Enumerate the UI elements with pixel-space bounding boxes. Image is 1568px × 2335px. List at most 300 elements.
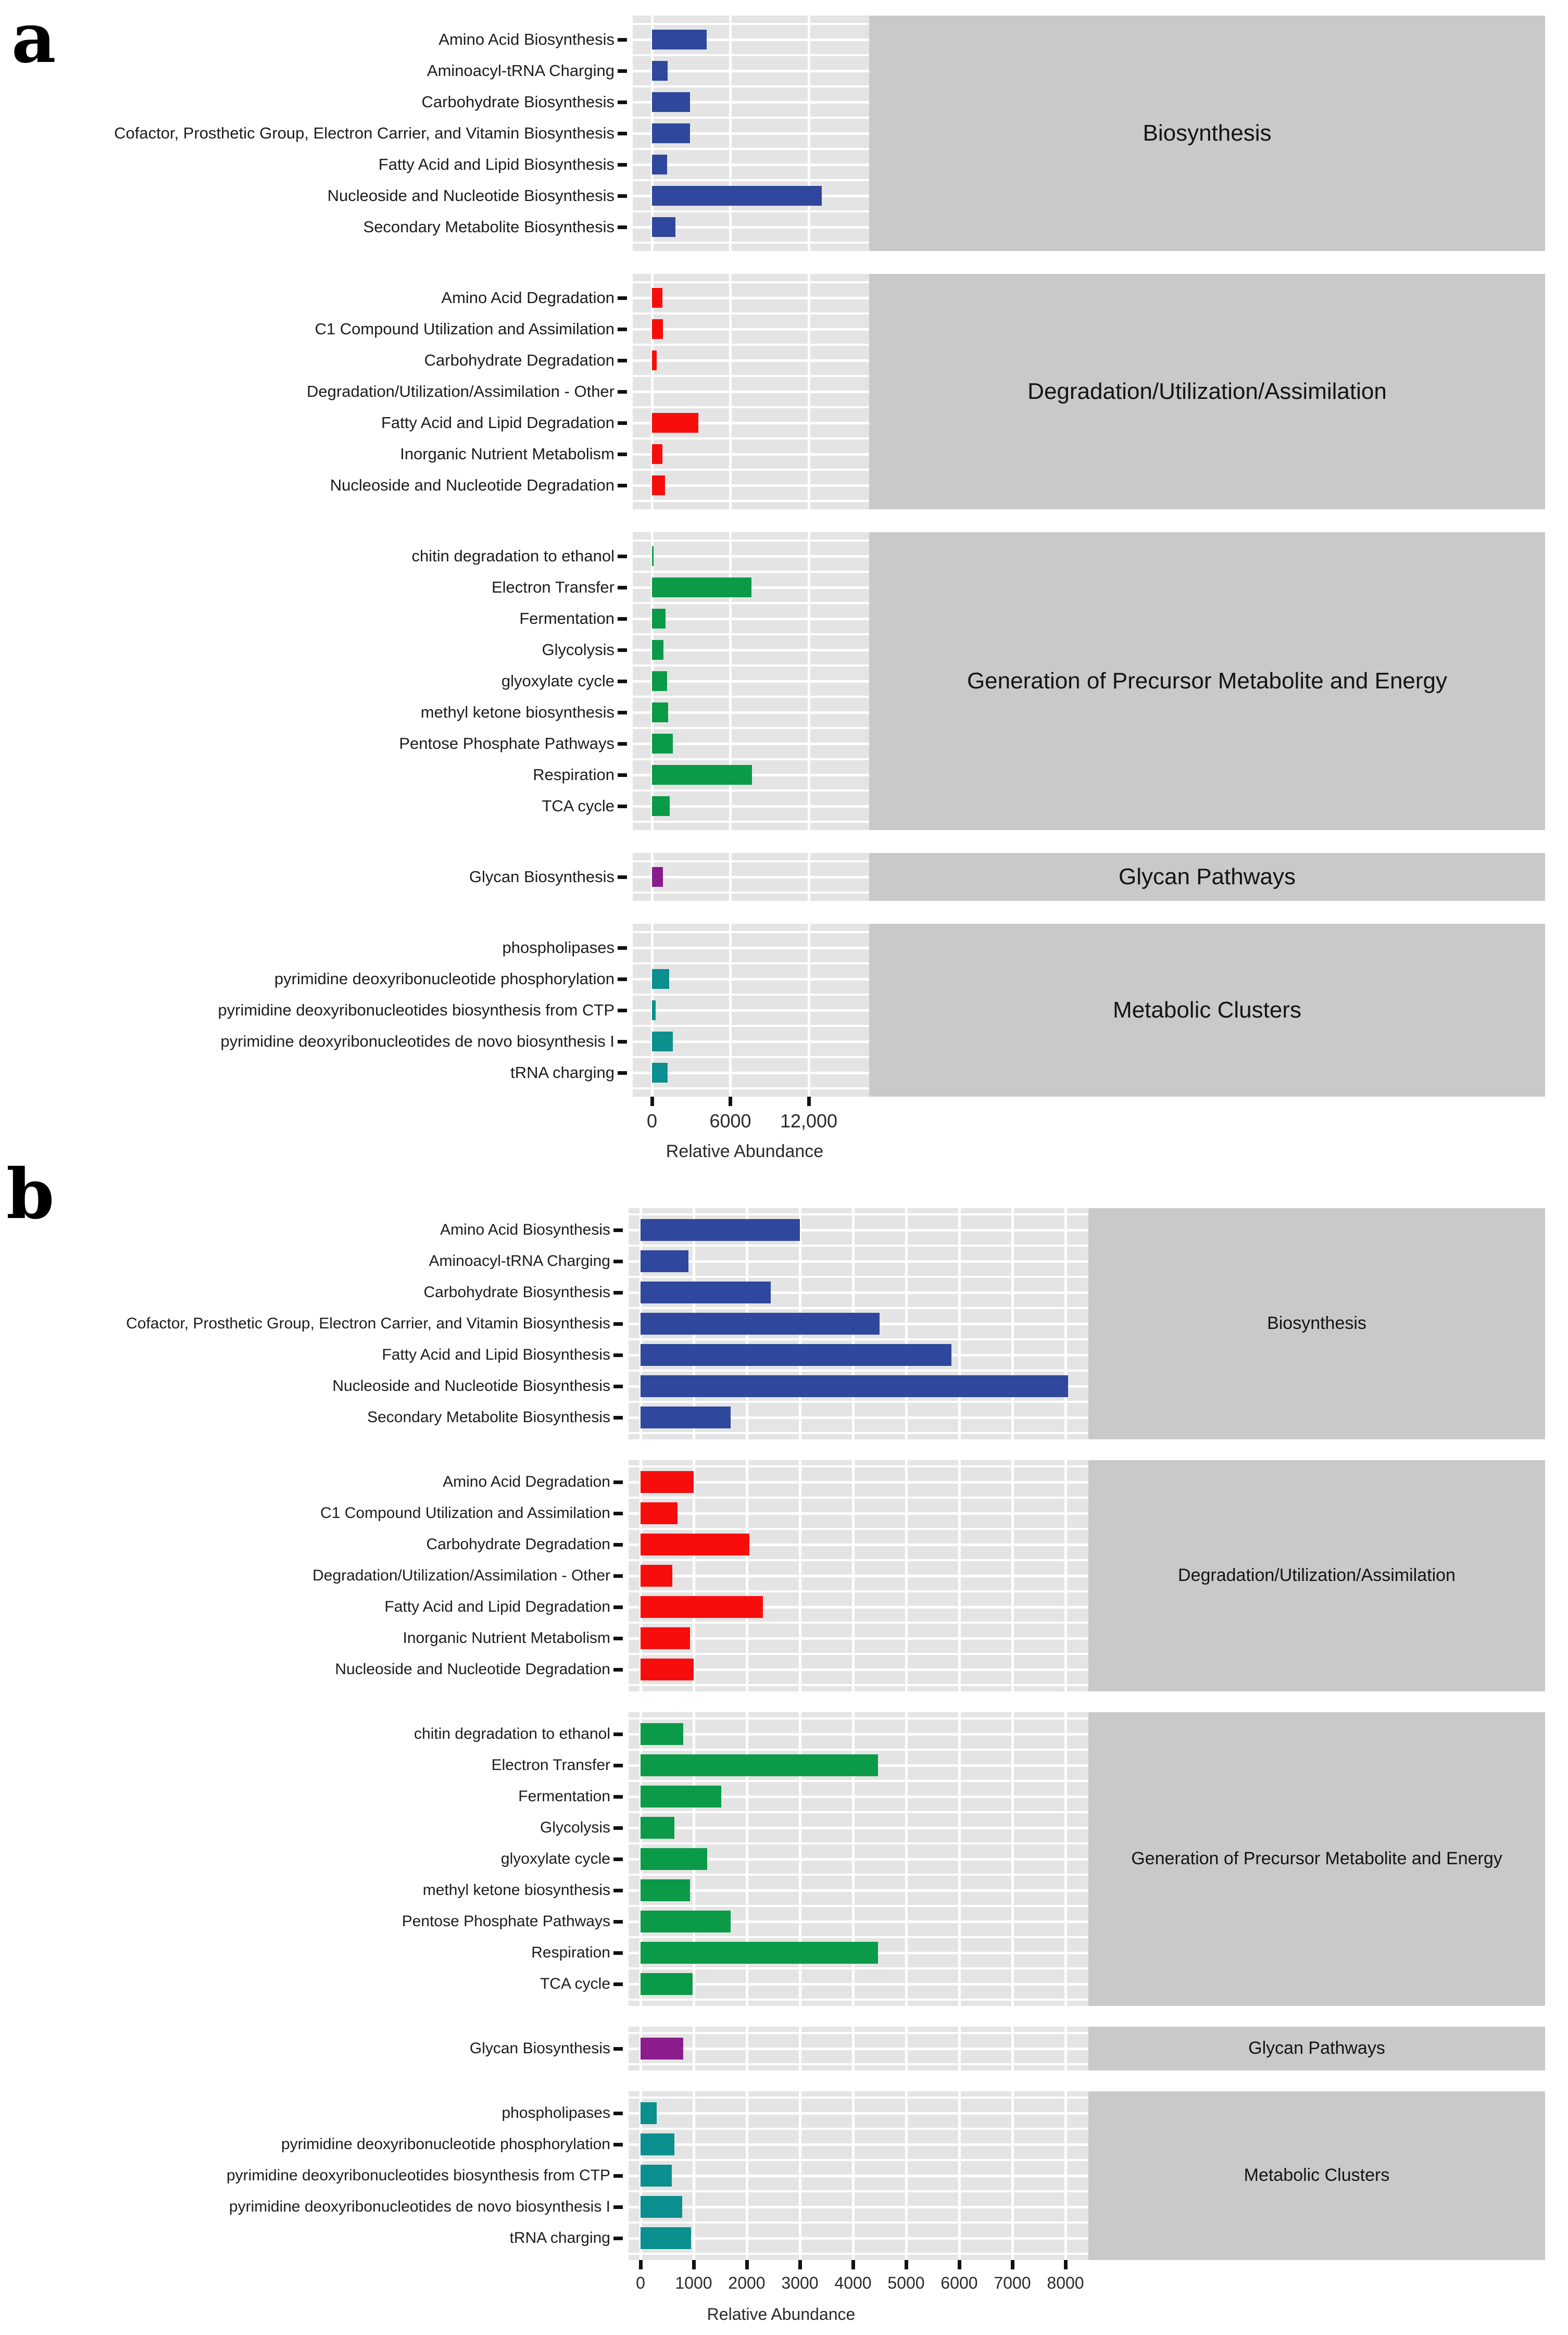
axis-tick-mark [1064, 2260, 1068, 2269]
gridline-horizontal-minor [633, 344, 869, 346]
category-tick-mark [618, 421, 627, 425]
axis-tick-label: 0 [636, 2274, 645, 2292]
gridline-horizontal-minor [629, 1465, 1088, 1467]
gridline-horizontal-minor [629, 2221, 1088, 2224]
category-label: pyrimidine deoxyribonucleotide phosphorylation [281, 2136, 610, 2153]
category-label: Respiration [533, 765, 614, 784]
gridline-horizontal-major [629, 1637, 1088, 1640]
panel-a-letter: a [11, 0, 56, 79]
category-tick-mark [613, 2174, 623, 2178]
category-label: Pentose Phosphate Pathways [402, 1913, 610, 1930]
bar [652, 546, 654, 566]
category-label: Electron Transfer [491, 578, 614, 596]
facet-strip [1088, 1460, 1545, 1691]
gridline-horizontal-minor [633, 664, 869, 667]
bar [641, 1848, 707, 1870]
bar [641, 1250, 688, 1272]
bar [652, 123, 690, 143]
category-label: Fermentation [518, 1788, 610, 1805]
facet-strip [869, 532, 1545, 830]
category-tick-mark [613, 1795, 623, 1799]
bar [652, 609, 666, 629]
gridline-horizontal-major [629, 1668, 1088, 1671]
category-tick-mark [618, 680, 627, 683]
category-label: Inorganic Nutrient Metabolism [400, 444, 614, 463]
category-tick-mark [613, 1889, 623, 1892]
axis-tick-mark [851, 2260, 855, 2269]
gridline-horizontal-minor [629, 1401, 1088, 1403]
bar [652, 413, 698, 433]
gridline-horizontal-minor [629, 2128, 1088, 2130]
category-label: Carbohydrate Biosynthesis [421, 92, 614, 111]
category-tick-mark [613, 1322, 623, 1326]
gridline-horizontal-minor [629, 1811, 1088, 1813]
bar [652, 1000, 656, 1020]
axis-tick-mark [1011, 2260, 1014, 2269]
category-tick-mark [618, 453, 627, 456]
gridline-horizontal-major [629, 2112, 1088, 2115]
category-tick-mark [613, 2143, 623, 2146]
bar [641, 1911, 731, 1932]
category-label: Glycolysis [540, 1819, 610, 1837]
axis-tick-label: 3000 [781, 2274, 819, 2292]
category-label: tRNA charging [510, 1063, 614, 1082]
category-tick-mark [618, 194, 627, 198]
gridline-horizontal-minor [629, 1213, 1088, 1215]
category-tick-mark [618, 225, 627, 229]
facet-strip [1088, 1712, 1545, 2006]
gridline-horizontal-major [633, 484, 869, 487]
axis-tick-label: 1000 [675, 2274, 712, 2292]
gridline-horizontal-minor [629, 2159, 1088, 2161]
category-label: Nucleoside and Nucleotide Degradation [335, 1661, 610, 1678]
category-tick-mark [613, 1857, 623, 1861]
bar [652, 61, 668, 81]
bar [641, 1407, 731, 1428]
category-label: pyrimidine deoxyribonucleotide phosphorylation [274, 969, 614, 988]
facet-strip-label: Glycan Pathways [1119, 863, 1296, 889]
axis-tick-mark [639, 2260, 643, 2269]
bar [641, 1942, 878, 1964]
gridline-horizontal-major [629, 1733, 1088, 1736]
category-tick-mark [618, 1071, 627, 1075]
category-tick-mark [613, 1228, 623, 1232]
category-label: Aminoacyl-tRNA Charging [427, 61, 614, 80]
category-label: pyrimidine deoxyribonucleotides biosynthesis from CTP [227, 2167, 610, 2185]
bar [641, 2165, 672, 2187]
bar [652, 734, 673, 754]
gridline-horizontal-minor [633, 281, 869, 283]
category-label: Aminoacyl-tRNA Charging [429, 1252, 610, 1270]
gridline-horizontal-major [629, 2175, 1088, 2177]
gridline-horizontal-major [629, 1827, 1088, 1829]
category-tick-mark [618, 1040, 627, 1044]
category-tick-mark [613, 1574, 623, 1578]
gridline-horizontal-minor [633, 242, 869, 244]
category-tick-mark [613, 1385, 623, 1388]
gridline-horizontal-minor [633, 1056, 869, 1058]
category-tick-mark [618, 711, 627, 714]
category-tick-mark [613, 1291, 623, 1295]
category-label: Inorganic Nutrient Metabolism [403, 1629, 610, 1647]
axis-tick-label: 6000 [940, 2274, 978, 2292]
gridline-horizontal-minor [629, 2063, 1088, 2065]
gridline-horizontal-minor [633, 539, 869, 542]
bar [652, 969, 669, 989]
category-tick-mark [618, 586, 627, 589]
category-label: Respiration [531, 1944, 610, 1962]
category-tick-mark [618, 296, 627, 300]
gridline-horizontal-minor [629, 1653, 1088, 1655]
gridline-horizontal-minor [633, 375, 869, 377]
bar [652, 475, 665, 495]
category-label: C1 Compound Utilization and Assimilation [320, 1504, 610, 1522]
panel-b-letter: b [6, 1154, 55, 1235]
bar [641, 1973, 693, 1995]
axis-tick-mark [958, 2260, 961, 2269]
bar [652, 288, 662, 308]
gridline-horizontal-minor [633, 821, 869, 823]
gridline-horizontal-minor [633, 117, 869, 119]
category-label: Secondary Metabolite Biosynthesis [367, 1409, 610, 1426]
bar [652, 640, 663, 660]
bar [641, 2227, 691, 2249]
bar [641, 2133, 674, 2155]
gridline-horizontal-major [633, 1009, 869, 1012]
bar [641, 1786, 721, 1807]
gridline-horizontal-major [633, 680, 869, 683]
gridline-horizontal-minor [633, 758, 869, 760]
category-label: Glycan Biosynthesis [469, 2040, 610, 2057]
gridline-horizontal-major [629, 2237, 1088, 2240]
category-label: pyrimidine deoxyribonucleotides de novo biosynthesis I [229, 2198, 610, 2216]
gridline-horizontal-minor [633, 210, 869, 212]
category-label: chitin degradation to ethanol [414, 1725, 610, 1743]
gridline-horizontal-minor [633, 406, 869, 408]
gridline-horizontal-minor [629, 1842, 1088, 1844]
bar [641, 1313, 880, 1335]
gridline-horizontal-major [629, 1889, 1088, 1892]
bar [652, 30, 707, 49]
category-label: phospholipases [501, 2104, 610, 2122]
category-label: Carbohydrate Degradation [426, 1536, 610, 1553]
gridline-horizontal-minor [629, 1999, 1088, 2001]
bar [652, 186, 822, 206]
gridline-horizontal-major [629, 1481, 1088, 1484]
category-tick-mark [618, 875, 627, 879]
category-tick-mark [613, 1764, 623, 1767]
category-label: Amino Acid Degradation [441, 288, 614, 307]
bar [652, 319, 663, 339]
gridline-horizontal-minor [629, 1528, 1088, 1530]
category-label: Degradation/Utilization/Assimilation - Other [307, 382, 614, 400]
gridline-horizontal-minor [633, 437, 869, 440]
gridline-horizontal-minor [629, 2097, 1088, 2099]
gridline-horizontal-minor [633, 23, 869, 25]
category-tick-mark [613, 1416, 623, 1420]
category-label: Degradation/Utilization/Assimilation - Other [312, 1567, 610, 1585]
facet-strip [869, 853, 1545, 901]
axis-tick-mark [905, 2260, 908, 2269]
gridline-horizontal-minor [629, 1559, 1088, 1561]
category-tick-mark [618, 946, 627, 950]
gridline-horizontal-minor [633, 54, 869, 56]
gridline-horizontal-minor [633, 571, 869, 573]
facet-strip-label: Metabolic Clusters [1113, 997, 1301, 1023]
facet-strip [1088, 2091, 1545, 2260]
category-label: glyoxylate cycle [500, 1850, 610, 1868]
category-label: Amino Acid Biosynthesis [438, 30, 614, 48]
category-tick-mark [613, 2205, 623, 2209]
gridline-horizontal-minor [633, 500, 869, 502]
category-label: Pentose Phosphate Pathways [399, 734, 614, 752]
facet-strip [869, 924, 1545, 1097]
category-label: Fatty Acid and Lipid Biosynthesis [378, 155, 614, 173]
facet-strip-label: Glycan Pathways [1248, 2038, 1385, 2058]
bar [641, 1817, 674, 1839]
bar [641, 2102, 657, 2124]
category-tick-mark [613, 1543, 623, 1547]
category-label: Glycolysis [542, 640, 614, 659]
category-label: Electron Transfer [491, 1756, 610, 1774]
gridline-horizontal-minor [633, 602, 869, 604]
category-tick-mark [618, 773, 627, 777]
bar [652, 155, 667, 174]
bar [652, 578, 751, 597]
gridline-horizontal-minor [633, 469, 869, 471]
gridline-horizontal-minor [629, 1370, 1088, 1372]
gridline-horizontal-major [629, 2048, 1088, 2050]
axis-tick-label: 8000 [1047, 2274, 1084, 2292]
gridline-horizontal-minor [633, 633, 869, 635]
category-tick-mark [618, 328, 627, 331]
category-label: Carbohydrate Biosynthesis [423, 1284, 610, 1301]
gridline-horizontal-major [629, 1260, 1088, 1263]
facet-strip-label: Metabolic Clusters [1244, 2165, 1390, 2186]
category-label: TCA cycle [540, 1975, 610, 1993]
gridline-horizontal-major [633, 876, 869, 878]
category-label: Amino Acid Degradation [443, 1473, 610, 1491]
category-tick-mark [618, 359, 627, 362]
facet-strip-label: Generation of Precursor Metabolite and Energy [1131, 1849, 1502, 1869]
gridline-horizontal-minor [629, 1874, 1088, 1876]
gridline-horizontal-major [629, 1575, 1088, 1577]
gridline-horizontal-minor [629, 2253, 1088, 2255]
gridline-horizontal-minor [633, 85, 869, 87]
category-tick-mark [613, 1826, 623, 1830]
gridline-horizontal-minor [633, 696, 869, 698]
gridline-horizontal-minor [633, 931, 869, 933]
bar [641, 1219, 800, 1241]
category-tick-mark [613, 1920, 623, 1924]
axis-title: Relative Abundance [707, 2305, 856, 2324]
category-tick-mark [618, 101, 627, 104]
gridline-horizontal-minor [629, 2032, 1088, 2034]
gridline-horizontal-minor [629, 2190, 1088, 2192]
gridline-horizontal-minor [633, 860, 869, 862]
gridline-horizontal-minor [629, 1590, 1088, 1592]
category-tick-mark [613, 1260, 623, 1263]
category-tick-mark [613, 2237, 623, 2240]
category-label: TCA cycle [542, 796, 614, 815]
bar [641, 1565, 672, 1587]
bar [641, 1659, 694, 1680]
category-tick-mark [618, 390, 627, 394]
facet-strip-label: Biosynthesis [1143, 120, 1272, 146]
bar [641, 2196, 682, 2218]
bar [652, 217, 675, 237]
gridline-horizontal-minor [629, 1684, 1088, 1686]
category-tick-mark [618, 648, 627, 652]
category-tick-mark [613, 1605, 623, 1609]
category-tick-mark [618, 977, 627, 981]
category-label: Glycan Biosynthesis [469, 867, 614, 886]
category-tick-mark [613, 1951, 623, 1955]
category-label: pyrimidine deoxyribonucleotides de novo biosynthesis I [220, 1032, 614, 1050]
axis-tick-label: 12,000 [780, 1110, 838, 1132]
category-tick-mark [618, 555, 627, 558]
category-label: phospholipases [502, 938, 614, 957]
gridline-horizontal-minor [633, 312, 869, 315]
category-tick-mark [613, 1733, 623, 1736]
gridline-horizontal-minor [629, 1905, 1088, 1907]
gridline-horizontal-minor [633, 789, 869, 792]
category-tick-mark [618, 38, 627, 42]
facet-strip-label: Generation of Precursor Metabolite and Energy [967, 668, 1448, 694]
facet-strip-label: Degradation/Utilization/Assimilation [1027, 378, 1387, 404]
facet-strip-label: Degradation/Utilization/Assimilation [1178, 1565, 1456, 1586]
bar [641, 1502, 678, 1524]
category-tick-mark [618, 617, 627, 621]
gridline-horizontal-major [629, 1983, 1088, 1986]
category-tick-mark [618, 742, 627, 746]
gridline-horizontal-major [633, 453, 869, 456]
category-label: chitin degradation to ethanol [411, 546, 614, 565]
axis-tick-label: 0 [646, 1110, 658, 1132]
category-tick-mark [613, 1668, 623, 1672]
facet-strip [869, 274, 1545, 509]
bar [641, 1627, 690, 1649]
bar [641, 1754, 878, 1776]
bar [641, 1282, 771, 1303]
gridline-horizontal-minor [629, 1432, 1088, 1434]
axis-tick-label: 4000 [834, 2274, 872, 2292]
bar [641, 1534, 749, 1555]
axis-tick-mark [692, 2260, 696, 2269]
bar [652, 765, 752, 785]
gridline-horizontal-major [633, 70, 869, 72]
category-label: C1 Compound Utilization and Assimilation [315, 319, 614, 338]
category-tick-mark [613, 2112, 623, 2115]
gridline-horizontal-minor [629, 1936, 1088, 1938]
gridline-horizontal-minor [633, 962, 869, 964]
axis-tick-label: 6000 [709, 1110, 751, 1132]
axis-title: Relative Abundance [666, 1141, 824, 1161]
category-label: glyoxylate cycle [501, 671, 614, 690]
axis-tick-mark [798, 2260, 802, 2269]
gridline-horizontal-minor [629, 1967, 1088, 1969]
facet-strip [869, 16, 1545, 251]
axis-tick-mark [807, 1097, 811, 1106]
category-tick-mark [618, 805, 627, 808]
gridline-horizontal-minor [629, 1497, 1088, 1499]
gridline-horizontal-minor [629, 1749, 1088, 1751]
bar [652, 350, 657, 370]
axis-tick-mark [650, 1097, 654, 1106]
axis-tick-mark [729, 1097, 732, 1106]
gridline-horizontal-minor [629, 1717, 1088, 1719]
gridline-horizontal-major [633, 359, 869, 362]
category-tick-mark [618, 132, 627, 135]
gridline-horizontal-minor [629, 1780, 1088, 1782]
gridline-horizontal-minor [633, 1025, 869, 1027]
bar [652, 444, 662, 464]
gridline-horizontal-major [633, 164, 869, 166]
category-tick-mark [618, 484, 627, 487]
bar [641, 1344, 951, 1366]
gridline-horizontal-major [633, 391, 869, 393]
bar [652, 867, 663, 887]
category-tick-mark [613, 1512, 623, 1515]
bar [652, 796, 670, 816]
gridline-horizontal-minor [633, 892, 869, 894]
gridline-horizontal-minor [633, 148, 869, 150]
category-label: Cofactor, Prosthetic Group, Electron Carrier, and Vitamin Biosynthesis [126, 1315, 610, 1333]
gridline-horizontal-major [633, 555, 869, 558]
axis-tick-label: 7000 [994, 2274, 1031, 2292]
gridline-horizontal-major [633, 618, 869, 620]
gridline-horizontal-major [633, 1072, 869, 1074]
bar [652, 1063, 668, 1083]
axis-tick-label: 5000 [887, 2274, 925, 2292]
gridline-horizontal-minor [629, 1245, 1088, 1247]
category-label: methyl ketone biosynthesis [422, 1881, 610, 1899]
gridline-horizontal-minor [633, 994, 869, 996]
gridline-horizontal-major [633, 649, 869, 651]
category-tick-mark [618, 69, 627, 73]
category-tick-mark [613, 1353, 623, 1357]
gridline-horizontal-major [629, 2206, 1088, 2208]
category-label: tRNA charging [509, 2229, 610, 2247]
gridline-horizontal-minor [629, 1622, 1088, 1624]
gridline-horizontal-minor [629, 1276, 1088, 1278]
gridline-horizontal-minor [633, 179, 869, 181]
facet-strip [1088, 1208, 1545, 1439]
bar [652, 671, 667, 691]
bar [641, 1471, 694, 1493]
category-label: Fatty Acid and Lipid Degradation [381, 413, 614, 432]
category-label: Cofactor, Prosthetic Group, Electron Carrier, and Vitamin Biosynthesis [114, 123, 614, 142]
category-tick-mark [613, 1637, 623, 1640]
category-tick-mark [618, 163, 627, 167]
bar [652, 1032, 673, 1051]
gridline-horizontal-major [633, 947, 869, 949]
bar [641, 1596, 763, 1618]
category-label: Amino Acid Biosynthesis [440, 1221, 610, 1239]
bar [641, 1375, 1068, 1397]
category-tick-mark [613, 2047, 623, 2051]
category-label: Fatty Acid and Lipid Degradation [384, 1598, 610, 1616]
category-label: Secondary Metabolite Biosynthesis [363, 217, 614, 236]
facet-strip [1088, 2027, 1545, 2070]
bar [652, 702, 668, 722]
gridline-horizontal-major [633, 328, 869, 331]
category-tick-mark [613, 1982, 623, 1986]
bar [652, 92, 690, 112]
category-tick-mark [618, 1009, 627, 1012]
bar [641, 1723, 683, 1745]
axis-tick-label: 2000 [728, 2274, 766, 2292]
